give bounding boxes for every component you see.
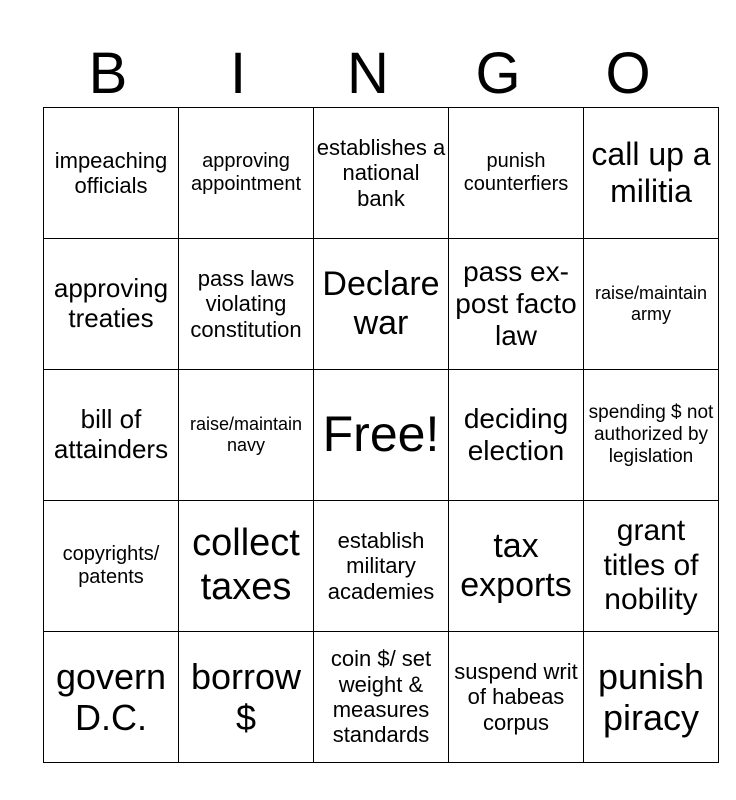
board-row [44, 632, 719, 763]
bingo-cell[interactable]: raise/maintain navy [179, 370, 314, 501]
bingo-header [43, 40, 693, 108]
board-row [44, 370, 719, 501]
bingo-cell[interactable]: punish counterfiers [449, 108, 584, 239]
bingo-cell[interactable]: grant titles of nobility [584, 501, 719, 632]
board-row [44, 108, 719, 239]
bingo-cell[interactable]: pass laws violating constitution [179, 239, 314, 370]
bingo-cell[interactable]: Declare war [314, 239, 449, 370]
bingo-cell[interactable]: tax exports [449, 501, 584, 632]
header-letter-n: N [347, 41, 389, 106]
bingo-cell[interactable]: impeaching officials [44, 108, 179, 239]
bingo-cell[interactable]: borrow $ [179, 632, 314, 763]
board-row [44, 501, 719, 632]
header-letter-o: O [605, 41, 651, 106]
bingo-cell[interactable]: spending $ not authorized by legislation [584, 370, 719, 501]
bingo-cell[interactable]: approving treaties [44, 239, 179, 370]
bingo-board [43, 107, 719, 763]
free-space-cell[interactable]: Free! [314, 370, 449, 501]
board-row [44, 239, 719, 370]
bingo-cell[interactable]: copyrights/ patents [44, 501, 179, 632]
bingo-cell[interactable]: establishes a national bank [314, 108, 449, 239]
bingo-cell[interactable]: approving appointment [179, 108, 314, 239]
bingo-cell[interactable]: coin $/ set weight & measures standards [314, 632, 449, 763]
bingo-cell[interactable]: govern D.C. [44, 632, 179, 763]
bingo-cell[interactable]: establish military academies [314, 501, 449, 632]
bingo-cell[interactable]: raise/maintain army [584, 239, 719, 370]
bingo-cell[interactable]: punish piracy [584, 632, 719, 763]
bingo-cell[interactable]: pass ex-post facto law [449, 239, 584, 370]
bingo-cell[interactable]: bill of attainders [44, 370, 179, 501]
bingo-cell[interactable]: collect taxes [179, 501, 314, 632]
header-letter-b: B [88, 41, 128, 106]
bingo-cell[interactable]: suspend writ of habeas corpus [449, 632, 584, 763]
header-letter-i: I [229, 41, 247, 106]
header-letter-g: G [475, 41, 521, 106]
bingo-cell[interactable]: deciding election [449, 370, 584, 501]
bingo-cell[interactable]: call up a militia [584, 108, 719, 239]
